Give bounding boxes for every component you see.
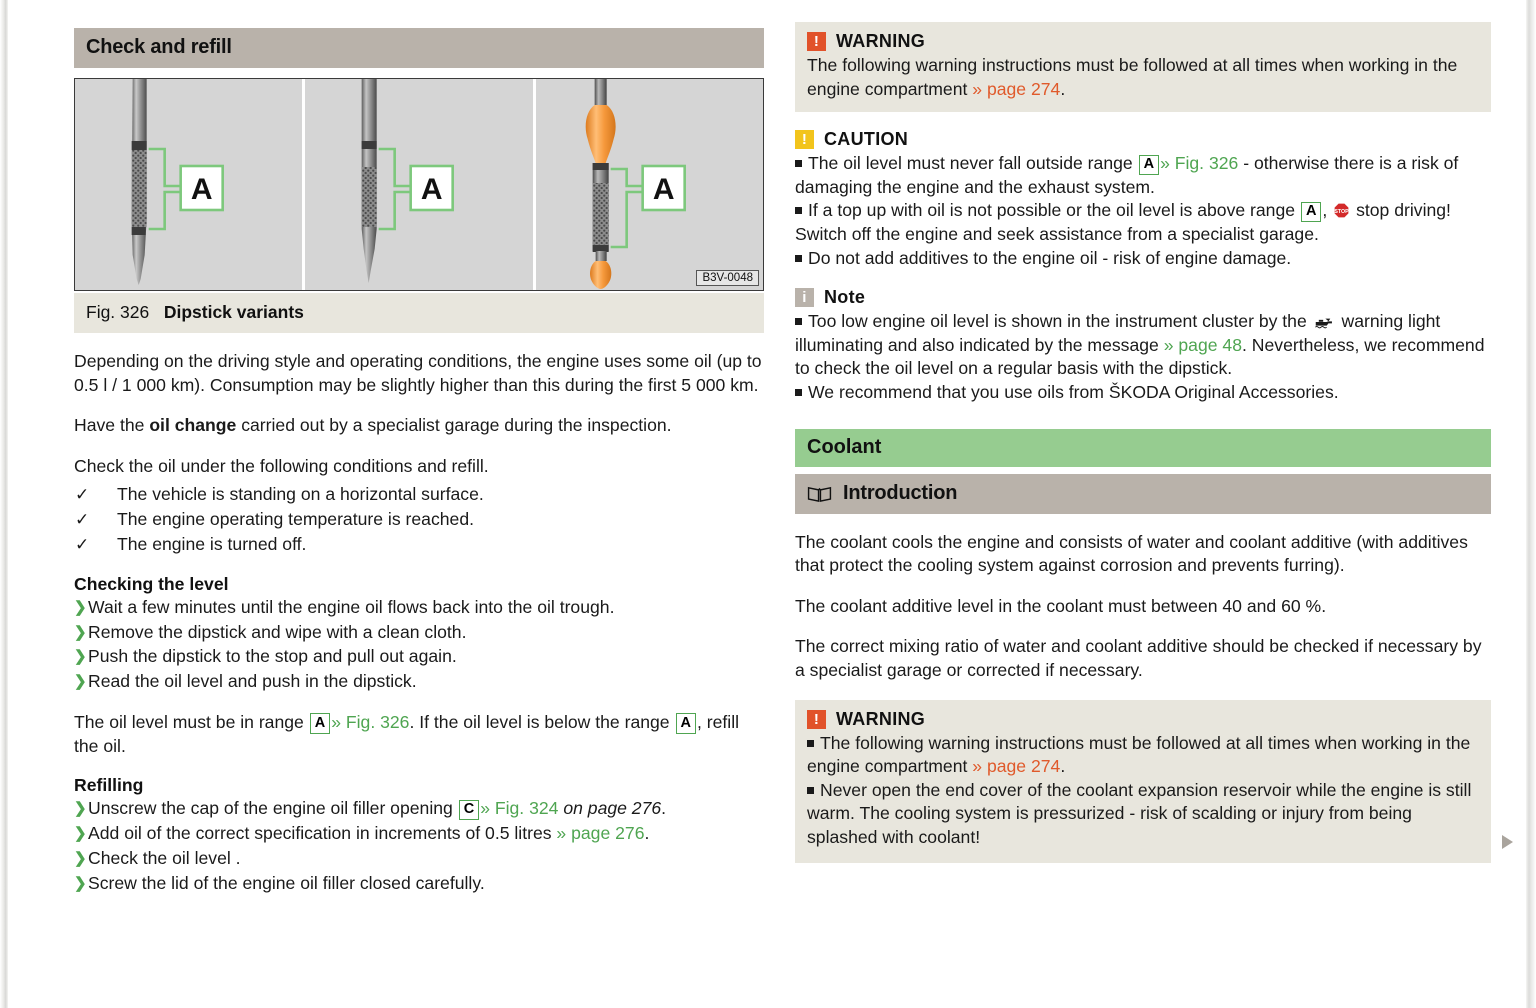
figure-caption-text: Dipstick variants bbox=[163, 302, 304, 322]
checking-step-label: Push the dipstick to the stop and pull out again. bbox=[88, 646, 457, 667]
subheading-refilling: Refilling bbox=[74, 775, 144, 796]
figure-code-label: B3V-0048 bbox=[696, 270, 759, 286]
refill-s1-italic: on page 276 bbox=[558, 798, 662, 819]
range-text-2: . If the oil level is below the range bbox=[409, 711, 675, 732]
svg-text:A: A bbox=[652, 173, 675, 206]
bullet-icon bbox=[795, 255, 802, 262]
chevron-right-icon: ❯ bbox=[74, 623, 87, 641]
caution-i1-t1: The oil level must never fall outside range bbox=[808, 153, 1138, 174]
checking-step-label: Remove the dipstick and wipe with a clean cloth. bbox=[88, 621, 467, 642]
chevron-right-icon: ❯ bbox=[74, 849, 87, 867]
chevron-right-icon: ❯ bbox=[74, 673, 87, 691]
info-icon: i bbox=[795, 288, 814, 307]
chevron-right-icon: ❯ bbox=[74, 648, 87, 666]
caution-box-oil-level bbox=[795, 129, 1491, 270]
paragraph-coolant-2: The coolant additive level in the coolant must between 40 and 60 %. bbox=[795, 595, 1327, 616]
bullet-icon bbox=[795, 207, 802, 214]
svg-text:A: A bbox=[190, 173, 213, 206]
oil-change-post: carried out by a specialist garage during the inspection. bbox=[236, 415, 672, 436]
refilling-step bbox=[74, 822, 764, 846]
chevron-right-icon: ❯ bbox=[74, 800, 87, 818]
caution-item bbox=[795, 199, 1491, 246]
figure-dipstick-variants bbox=[74, 78, 764, 291]
refilling-step-label bbox=[88, 822, 764, 846]
paragraph-oil-consumption: Depending on the driving style and operating conditions, the engine uses some oil (up to 0.5 l / 1 000 km). Consumption may be slightly higher than this during the first 5 000 km. bbox=[74, 351, 762, 395]
checking-step-label: Wait a few minutes until the engine oil flows back into the oil trough. bbox=[88, 596, 615, 617]
figure-panel-3 bbox=[536, 79, 763, 290]
stop-sign-icon bbox=[1333, 202, 1350, 219]
cross-reference-page-274[interactable]: » page 274 bbox=[972, 756, 1061, 777]
caution-i3: Do not add additives to the engine oil - risk of engine damage. bbox=[808, 247, 1292, 268]
paragraph-oil-change bbox=[74, 414, 764, 438]
bullet-icon bbox=[807, 740, 814, 747]
warning-box-coolant bbox=[795, 700, 1491, 864]
marker-a-box: A bbox=[310, 713, 330, 734]
note-i2: We recommend that you use oils from ŠKODA Original Accessories. bbox=[808, 381, 1339, 402]
cross-reference-fig-326[interactable]: » Fig. 326 bbox=[331, 711, 410, 732]
right-column bbox=[795, 0, 1491, 863]
warning-header bbox=[807, 31, 1477, 52]
check-icon: ✓ bbox=[75, 534, 90, 554]
bullet-icon bbox=[795, 318, 802, 325]
refill-s1-t1: Unscrew the cap of the engine oil filler opening bbox=[88, 798, 458, 819]
warning2-i1-t1: The following warning instructions must be followed at all times when working in the engine compartment bbox=[807, 732, 1471, 777]
book-icon bbox=[807, 484, 832, 503]
checking-step bbox=[74, 596, 764, 620]
warning-box-engine-compartment bbox=[795, 22, 1491, 112]
marker-a-box: A bbox=[676, 713, 696, 734]
section-heading-check-and-refill: Check and refill bbox=[74, 28, 764, 68]
exclamation-icon: ! bbox=[807, 32, 826, 51]
condition-item bbox=[74, 533, 764, 557]
chevron-right-icon: ❯ bbox=[74, 598, 87, 616]
paragraph-conditions-intro: Check the oil under the following conditions and refill. bbox=[74, 455, 489, 476]
range-text-1: The oil level must be in range bbox=[74, 711, 309, 732]
warning-title: WARNING bbox=[836, 31, 926, 51]
oil-change-bold: oil change bbox=[149, 415, 237, 436]
note-item bbox=[795, 310, 1491, 381]
note-i1-t2: warning light illuminating and also indicated by the message bbox=[795, 311, 1441, 355]
exclamation-icon: ! bbox=[795, 130, 814, 149]
oil-change-pre: Have the bbox=[74, 415, 150, 436]
page-edge-right-shadow bbox=[1526, 0, 1536, 1008]
condition-item bbox=[74, 483, 764, 507]
paragraph-coolant-3: The correct mixing ratio of water and coolant additive should be checked if necessary by a specialist garage or corrected if necessary. bbox=[795, 636, 1482, 680]
chevron-right-icon: ❯ bbox=[74, 874, 87, 892]
next-page-arrow-icon[interactable] bbox=[1502, 835, 1513, 849]
note-header bbox=[795, 287, 1491, 308]
caution-item bbox=[795, 152, 1491, 199]
note-title: Note bbox=[824, 287, 866, 308]
range-text-3: , refill the oil. bbox=[74, 711, 740, 756]
marker-a-box: A bbox=[1301, 202, 1321, 223]
paragraph-coolant-1: The coolant cools the engine and consists of water and coolant additive (with additives that protect the cooling system against corrosion and prevents furring). bbox=[795, 531, 1468, 576]
refilling-step bbox=[74, 797, 764, 821]
figure-panel-1 bbox=[75, 79, 305, 290]
page-edge-left-shadow bbox=[0, 0, 8, 1008]
condition-label: The engine operating temperature is reached. bbox=[117, 509, 474, 530]
caution-item bbox=[795, 247, 1491, 271]
bullet-icon bbox=[807, 787, 814, 794]
subsection-heading-introduction bbox=[795, 474, 1491, 514]
checking-step bbox=[74, 670, 764, 694]
section-heading-coolant: Coolant bbox=[795, 429, 1491, 467]
subsection-title: Introduction bbox=[843, 481, 958, 504]
warning-header bbox=[807, 709, 1477, 730]
caution-header bbox=[795, 129, 1491, 150]
exclamation-icon: ! bbox=[807, 710, 826, 729]
cross-reference-page-276[interactable]: » page 276 bbox=[556, 822, 645, 843]
figure-caption-number: Fig. 326 bbox=[86, 302, 150, 322]
refilling-step-label bbox=[88, 797, 764, 821]
bullet-icon bbox=[795, 160, 802, 167]
caution-i2-t3: stop driving! Switch off the engine and seek assistance from a specialist garage. bbox=[795, 200, 1451, 244]
condition-item bbox=[74, 508, 764, 532]
caution-title: CAUTION bbox=[824, 129, 909, 150]
marker-c-box: C bbox=[459, 800, 479, 821]
note-box-oil-level bbox=[795, 287, 1491, 404]
warning-text bbox=[807, 54, 1477, 101]
check-icon: ✓ bbox=[75, 485, 90, 505]
caution-i2-t1: If a top up with oil is not possible or the oil level is above range bbox=[808, 200, 1300, 221]
condition-label: The engine is turned off. bbox=[117, 533, 307, 554]
oil-can-warning-light-icon bbox=[1314, 312, 1335, 327]
chevron-right-icon: ❯ bbox=[74, 824, 87, 842]
cross-reference-fig-324[interactable]: » Fig. 324 bbox=[480, 798, 559, 819]
refilling-step bbox=[74, 872, 764, 896]
figure-panel-2 bbox=[305, 79, 535, 290]
checking-step bbox=[74, 621, 764, 645]
bullet-icon bbox=[795, 389, 802, 396]
warning2-i1-t2: . bbox=[1060, 756, 1066, 777]
document-page bbox=[8, 0, 1526, 1008]
refill-s2-t2: . bbox=[644, 822, 650, 843]
caution-i2-t2: , bbox=[1322, 200, 1333, 221]
warning1-t1: The following warning instructions must be followed at all times when working in the engine compartment bbox=[807, 55, 1458, 99]
svg-text:STOP: STOP bbox=[1334, 209, 1349, 216]
caution-i1-t2: - otherwise there is a risk of damaging the engine and the exhaust system. bbox=[795, 153, 1459, 197]
warning-item bbox=[807, 732, 1477, 779]
note-i1-t3: . Nevertheless, we recommend to check the oil level on a regular basis with the dipstick. bbox=[795, 334, 1485, 379]
paragraph-oil-range bbox=[74, 711, 764, 758]
svg-text:A: A bbox=[421, 173, 443, 206]
warning1-t2: . bbox=[1060, 78, 1066, 99]
figure-caption bbox=[74, 293, 764, 333]
cross-reference-fig-326[interactable]: » Fig. 326 bbox=[1160, 153, 1239, 174]
marker-a-box: A bbox=[1139, 155, 1159, 176]
condition-label: The vehicle is standing on a horizontal surface. bbox=[117, 484, 484, 505]
refilling-step-label: Check the oil level . bbox=[88, 847, 241, 868]
warning-item bbox=[807, 779, 1477, 850]
subheading-checking-the-level: Checking the level bbox=[74, 573, 229, 594]
checking-step bbox=[74, 645, 764, 669]
note-item bbox=[795, 381, 1491, 405]
warning-title: WARNING bbox=[836, 708, 926, 729]
note-i1-t1: Too low engine oil level is shown in the instrument cluster by the bbox=[808, 311, 1312, 332]
cross-reference-page-274[interactable]: » page 274 bbox=[972, 78, 1061, 99]
left-column bbox=[74, 0, 764, 895]
refill-s1-t2: . bbox=[661, 798, 667, 819]
cross-reference-page-48[interactable]: » page 48 bbox=[1163, 334, 1242, 355]
warning2-i2: Never open the end cover of the coolant expansion reservoir while the engine is still warm. The cooling system is pressurized - risk of scalding or injury from being splashed with coolant! bbox=[807, 779, 1472, 847]
checking-step-label: Read the oil level and push in the dipstick. bbox=[88, 671, 417, 692]
refilling-step bbox=[74, 847, 764, 871]
refilling-step-label: Screw the lid of the engine oil filler closed carefully. bbox=[88, 872, 485, 893]
refill-s2-t1: Add oil of the correct specification in increments of 0.5 litres bbox=[88, 822, 557, 843]
check-icon: ✓ bbox=[75, 510, 90, 530]
